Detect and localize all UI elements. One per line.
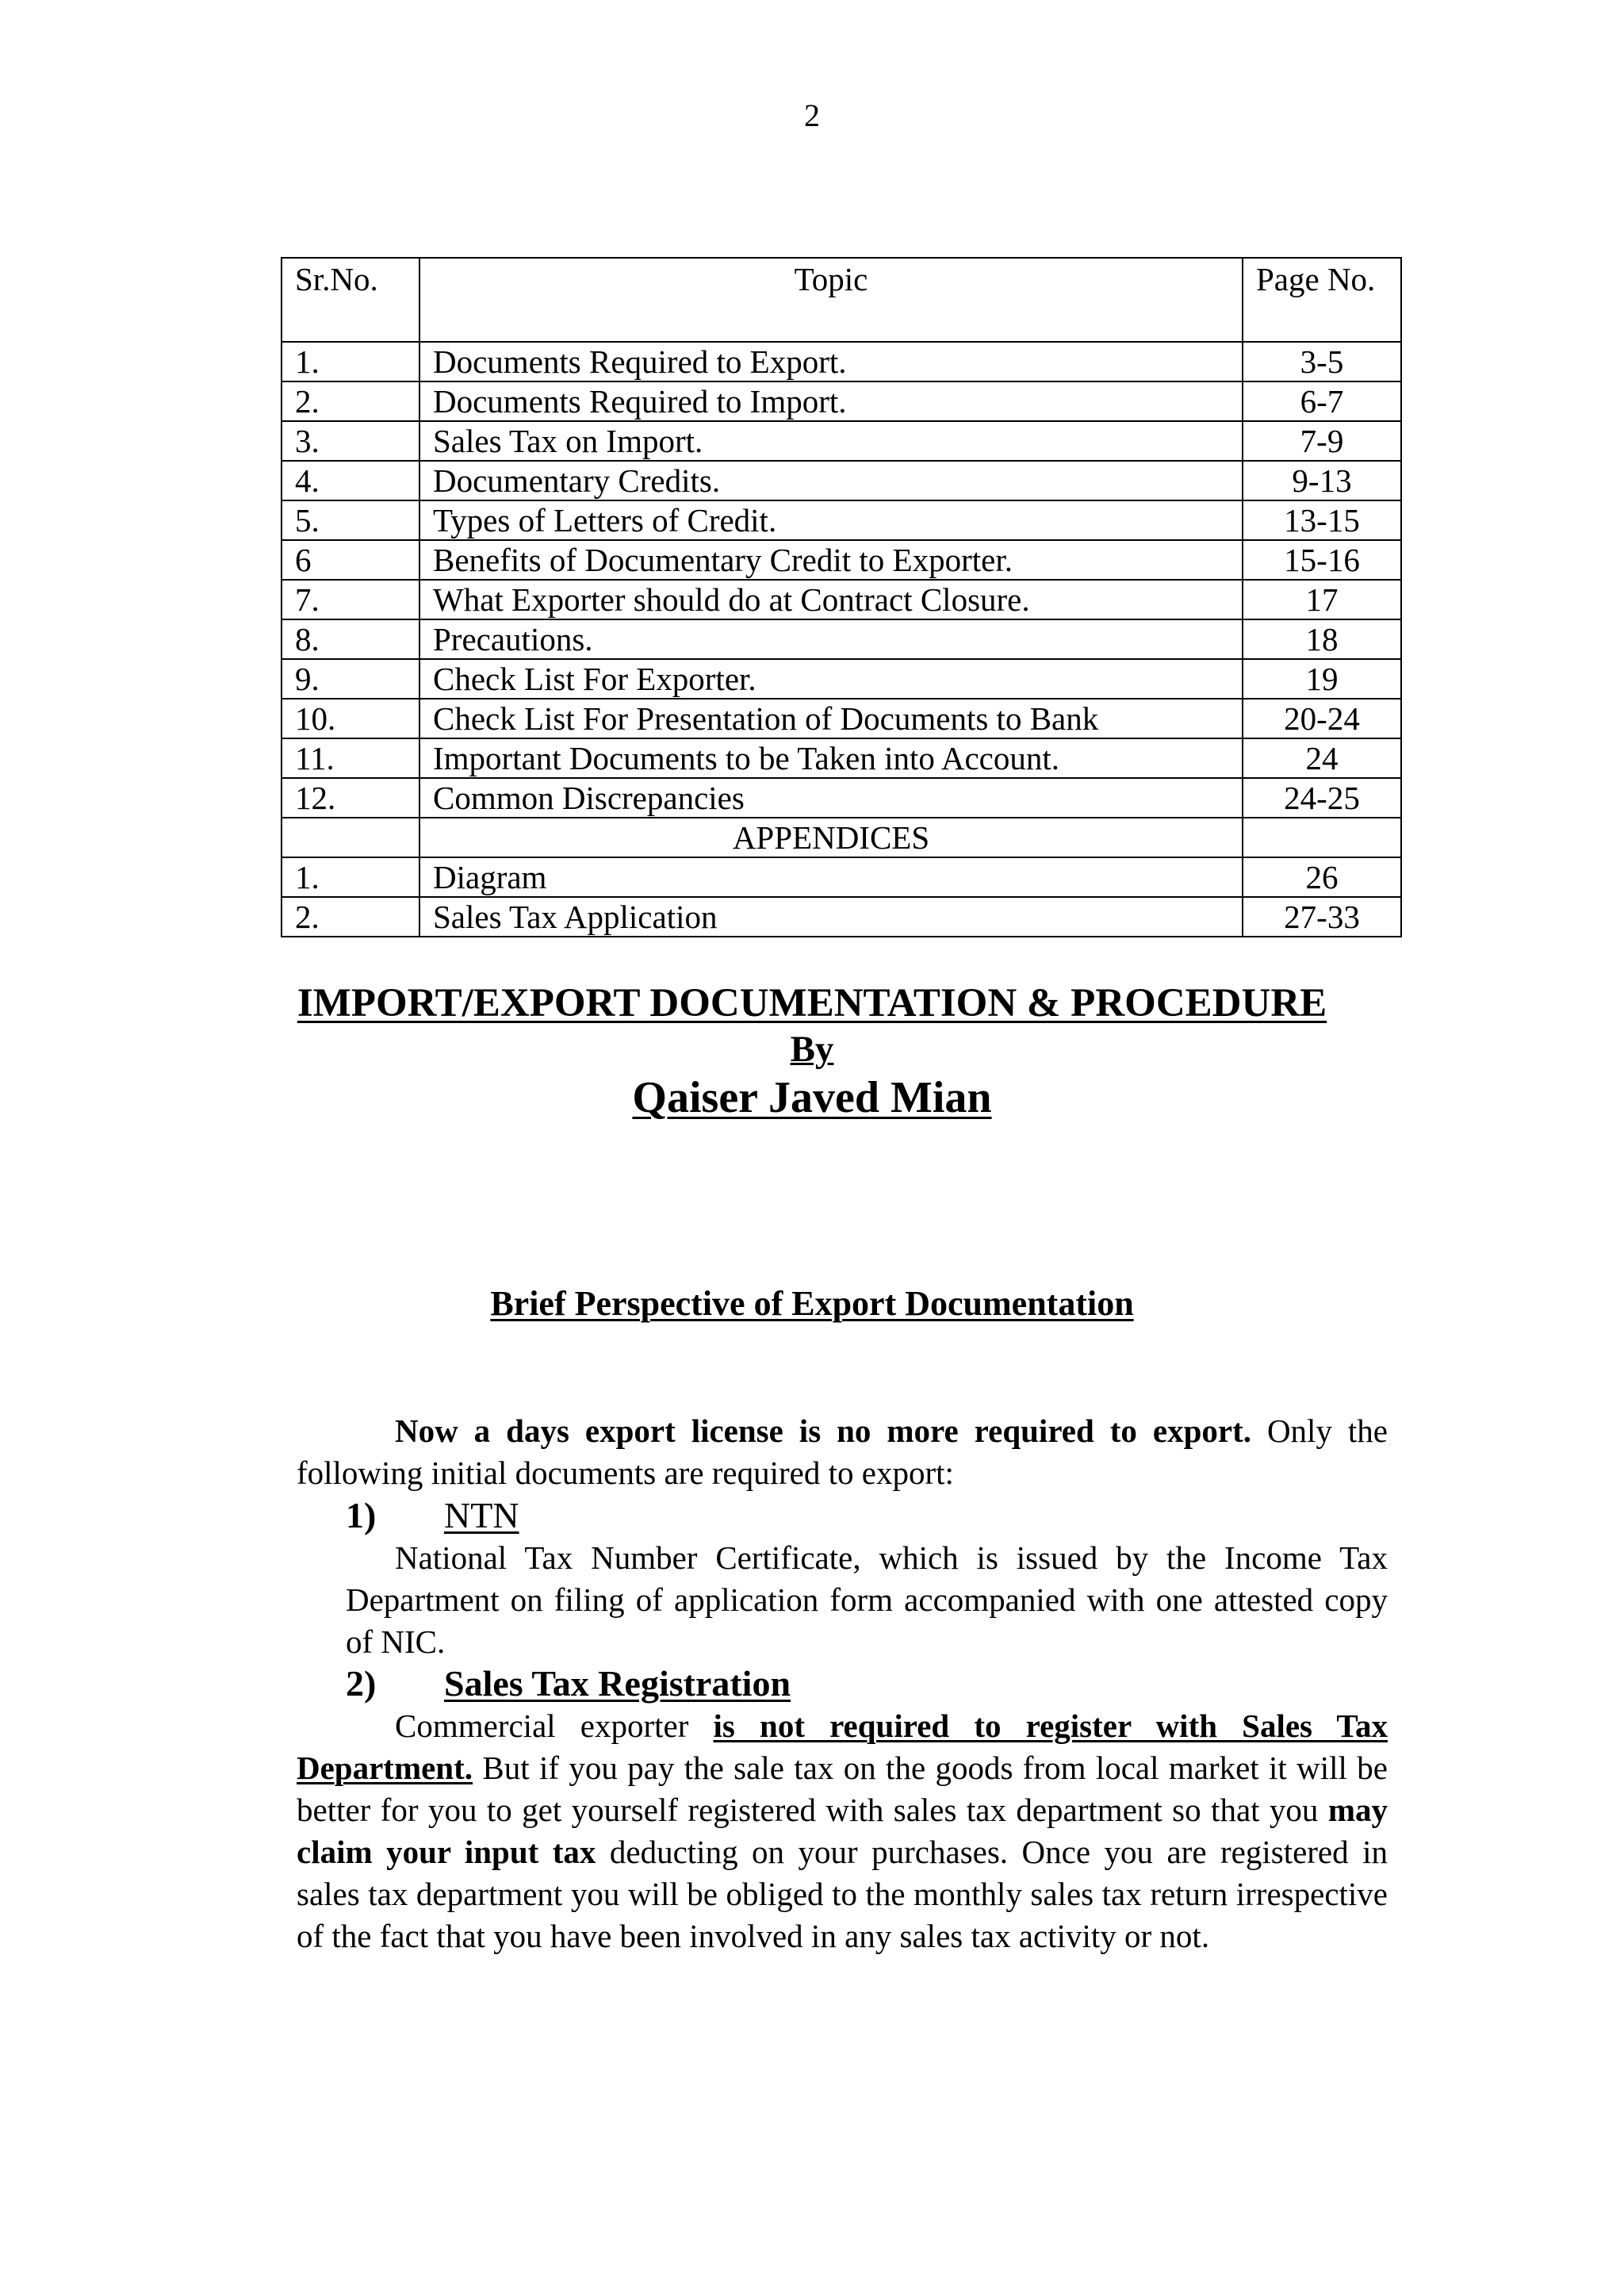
intro-text: Only the following initial documents are required to export: — [297, 1412, 1388, 1491]
toc-sr-no: 9. — [282, 659, 419, 699]
toc-topic: Sales Tax Application — [419, 897, 1243, 937]
item-title: Sales Tax Registration — [444, 1663, 791, 1704]
toc-row — [282, 778, 1401, 818]
toc-page: 24-25 — [1243, 778, 1401, 818]
intro-bold-text: Now a days export license is no more required to export. — [395, 1412, 1251, 1449]
toc-row — [282, 580, 1401, 619]
item-title: NTN — [444, 1495, 519, 1535]
toc-page: 20-24 — [1243, 699, 1401, 738]
toc-header-topic: Topic — [419, 258, 1243, 342]
item-ntn-heading — [346, 1494, 519, 1537]
page-number: 2 — [804, 98, 820, 133]
toc-row — [282, 381, 1401, 421]
toc-page: 9-13 — [1243, 461, 1401, 500]
toc-row — [282, 461, 1401, 500]
toc-topic: Sales Tax on Import. — [419, 421, 1243, 461]
toc-topic: Check List For Exporter. — [419, 659, 1243, 699]
toc-page: 27-33 — [1243, 897, 1401, 937]
toc-page: 17 — [1243, 580, 1401, 619]
section-heading: Brief Perspective of Export Documentation — [490, 1284, 1134, 1323]
toc-row — [282, 738, 1401, 778]
toc-sr-no: 4. — [282, 461, 419, 500]
toc-page: 18 — [1243, 619, 1401, 659]
toc-sr-no: 5. — [282, 500, 419, 540]
toc-topic: Documentary Credits. — [419, 461, 1243, 500]
toc-topic: Documents Required to Export. — [419, 342, 1243, 381]
toc-sr-no: 6 — [282, 540, 419, 580]
toc-row — [282, 540, 1401, 580]
toc-sr-no: 8. — [282, 619, 419, 659]
toc-sr-no: 7. — [282, 580, 419, 619]
body-text: But if you pay the sale tax on the goods from local market it will be better for you to get yourself registered with sales tax department so that you — [297, 1750, 1388, 1828]
toc-row — [282, 342, 1401, 381]
intro-paragraph — [297, 1410, 1388, 1494]
toc-page: 13-15 — [1243, 500, 1401, 540]
item-number: 2) — [346, 1663, 377, 1704]
toc-sr-no: 2. — [282, 381, 419, 421]
body-emphasis-underlined: is not required to register with Sales Tax Department. — [297, 1708, 1388, 1786]
toc-appendix-row — [282, 857, 1401, 897]
toc-row — [282, 659, 1401, 699]
item-ntn-body: National Tax Number Certificate, which is issued by the Income Tax Department on filing of application form accompanied with one attested copy of NIC. — [346, 1539, 1388, 1660]
toc-topic: Precautions. — [419, 619, 1243, 659]
toc-page: 7-9 — [1243, 421, 1401, 461]
toc-topic: Check List For Presentation of Documents to Bank — [419, 699, 1243, 738]
toc-topic: Diagram — [419, 857, 1243, 897]
author-name: Qaiser Javed Mian — [632, 1073, 992, 1122]
toc-row — [282, 421, 1401, 461]
toc-empty-cell — [282, 818, 419, 857]
item-sales-tax-body — [297, 1705, 1388, 1957]
toc-row — [282, 619, 1401, 659]
toc-page: 15-16 — [1243, 540, 1401, 580]
by-line: By — [790, 1029, 834, 1070]
toc-sr-no: 2. — [282, 897, 419, 937]
toc-page: 6-7 — [1243, 381, 1401, 421]
body-text: Commercial exporter — [395, 1708, 714, 1744]
toc-row — [282, 500, 1401, 540]
toc-page: 19 — [1243, 659, 1401, 699]
body-emphasis-bold: may claim your input tax — [297, 1792, 1388, 1870]
toc-topic: Common Discrepancies — [419, 778, 1243, 818]
toc-header-page-no: Page No. — [1243, 258, 1401, 342]
toc-sr-no: 3. — [282, 421, 419, 461]
toc-sr-no: 1. — [282, 342, 419, 381]
toc-sr-no: 10. — [282, 699, 419, 738]
item-sales-tax-heading — [346, 1662, 791, 1705]
toc-page: 26 — [1243, 857, 1401, 897]
toc-topic: Benefits of Documentary Credit to Exporter. — [419, 540, 1243, 580]
toc-appendices-label: APPENDICES — [419, 818, 1243, 857]
toc-appendix-row — [282, 897, 1401, 937]
toc-topic: Types of Letters of Credit. — [419, 500, 1243, 540]
body-text: deducting on your purchases. Once you are registered in sales tax department you will be obliged to the monthly sales tax return irrespective of the fact that you have been involved in any sales tax activity or not. — [297, 1834, 1388, 1954]
toc-topic: Important Documents to be Taken into Account. — [419, 738, 1243, 778]
toc-header-row — [282, 258, 1401, 342]
toc-sr-no: 1. — [282, 857, 419, 897]
toc-header-sr-no: Sr.No. — [282, 258, 419, 342]
document-title: IMPORT/EXPORT DOCUMENTATION & PROCEDURE — [297, 981, 1327, 1025]
toc-row — [282, 699, 1401, 738]
toc-page: 24 — [1243, 738, 1401, 778]
toc-appendices-row — [282, 818, 1401, 857]
table-of-contents — [281, 257, 1402, 937]
toc-topic: What Exporter should do at Contract Closure. — [419, 580, 1243, 619]
item-number: 1) — [346, 1495, 377, 1535]
toc-page: 3-5 — [1243, 342, 1401, 381]
toc-topic: Documents Required to Import. — [419, 381, 1243, 421]
toc-empty-cell — [1243, 818, 1401, 857]
toc-sr-no: 12. — [282, 778, 419, 818]
toc-sr-no: 11. — [282, 738, 419, 778]
